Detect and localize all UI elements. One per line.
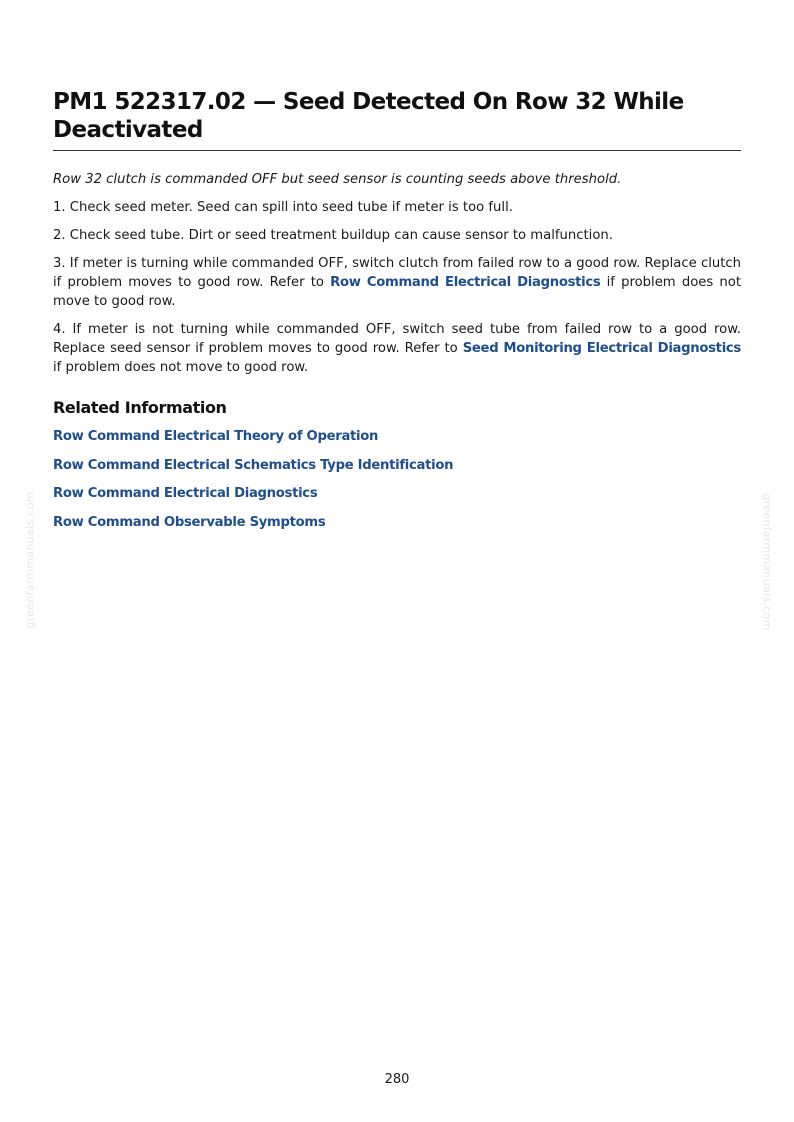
step-4-text-before: 4. If meter is not turning while commanded OFF, switch seed tube from failed row to a good row. Replace seed sensor if problem moves to good row. Refer to: [53, 322, 741, 356]
page-title: PM1 522317.02 — Seed Detected On Row 32 While Deactivated: [53, 88, 741, 151]
watermark-right: greenfarmmanuals.com: [760, 493, 774, 631]
related-links-list: [53, 427, 741, 532]
related-item: [53, 456, 741, 475]
step-3: [53, 254, 741, 311]
related-link-theory-of-operation[interactable]: Row Command Electrical Theory of Operation: [53, 429, 379, 444]
step-3-text-after: if problem does not move to good row.: [53, 275, 742, 309]
step-2: 2. Check seed tube. Dirt or seed treatment buildup can cause sensor to malfunction.: [53, 228, 613, 243]
step-1: 1. Check seed meter. Seed can spill into seed tube if meter is too full.: [53, 200, 513, 215]
row-command-diagnostics-link[interactable]: Row Command Electrical Diagnostics: [330, 275, 601, 290]
seed-monitoring-diagnostics-link[interactable]: Seed Monitoring Electrical Diagnostics: [462, 341, 741, 356]
related-link-electrical-diagnostics[interactable]: Row Command Electrical Diagnostics: [53, 486, 318, 501]
step-4: [53, 320, 741, 377]
intro-text: Row 32 clutch is commanded OFF but seed sensor is counting seeds above threshold.: [53, 172, 622, 187]
related-information-heading: Related Information: [53, 398, 227, 417]
related-link-observable-symptoms[interactable]: Row Command Observable Symptoms: [53, 514, 326, 530]
watermark-left: greenfarmmanuals.com: [23, 491, 37, 629]
related-link-schematics-type-identification[interactable]: Row Command Electrical Schematics Type Identification: [53, 457, 454, 473]
page-number: 280: [384, 1072, 410, 1087]
related-item: [53, 484, 741, 503]
related-item: [53, 513, 741, 532]
step-4-text-after: if problem does not move to good row.: [53, 360, 309, 375]
related-item: [53, 427, 741, 446]
step-3-text-before: 3. If meter is turning while commanded OFF, switch clutch from failed row to a good row. Replace clutch if problem moves to good row. Refer to: [53, 256, 741, 290]
document-page: [53, 88, 741, 541]
